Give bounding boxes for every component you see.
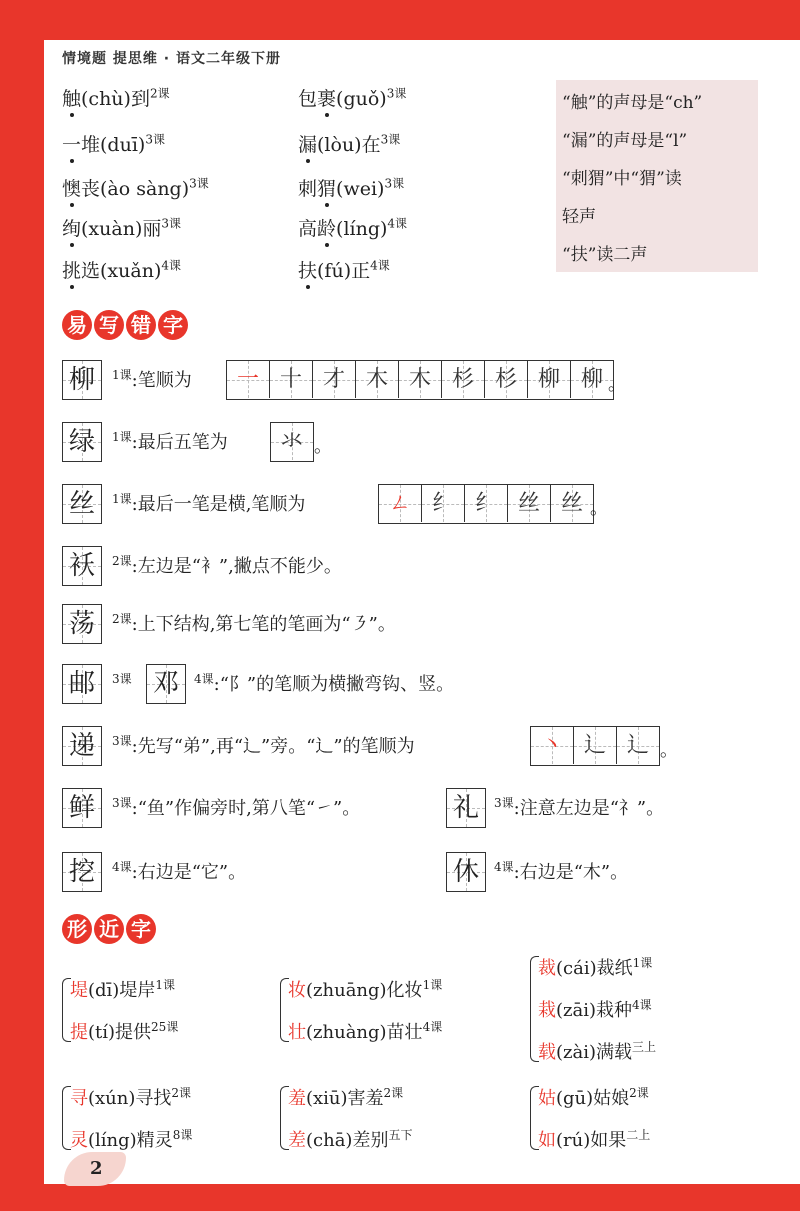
error-line: $^{3课}$:先写“弟”,再“辶”旁。“辶”的笔顺为	[112, 734, 415, 757]
char-box: 礼	[446, 788, 486, 828]
error-line: $^{4课}$:“阝”的笔顺为横撇弯钩、竖。	[194, 672, 455, 695]
char-box: 鲜	[62, 788, 102, 828]
pron-item: 一堆(duī)$^{3课}$	[62, 130, 165, 157]
pron-item: 懊丧(ào sàng)$^{3课}$	[62, 174, 209, 201]
section-title-similar-chars: 形 近 字	[62, 914, 156, 948]
similar-item: 提(tí)提供$^{25课}$	[70, 1020, 179, 1043]
similar-item: 栽(zāi)栽种$^{4课}$	[538, 998, 652, 1021]
section-title-error-prone: 易 写 错 字	[62, 310, 188, 344]
pron-item: 触(chù)到$^{2课}$	[62, 84, 170, 111]
char-box: 挖	[62, 852, 102, 892]
error-line: $^{4课}$:右边是“木”。	[494, 860, 629, 883]
char-box: 休	[446, 852, 486, 892]
char-box: 柳	[62, 360, 102, 400]
similar-item: 裁(cái)裁纸$^{1课}$	[538, 956, 653, 979]
char-box: 邮	[62, 664, 102, 704]
stroke-order-strip: 一 十 才 木 木 杉 杉 柳 柳	[226, 360, 614, 400]
char-box: 荡	[62, 604, 102, 644]
error-line: $^{3课}$:“鱼”作偏旁时,第八笔“㇀”。	[112, 796, 361, 819]
stroke-order-strip: 丶 辶 辶	[530, 726, 660, 766]
char-box: 丝	[62, 484, 102, 524]
period: 。	[314, 436, 332, 457]
error-line: $^{2课}$:上下结构,第七笔的笔画为“㇋”。	[112, 612, 396, 635]
page-number: 2	[64, 1152, 126, 1186]
period: 。	[660, 740, 678, 761]
similar-item: 羞(xiū)害羞$^{2课}$	[288, 1086, 404, 1109]
pron-item: 绚(xuàn)丽$^{3课}$	[62, 214, 181, 241]
char-box: 绿	[62, 422, 102, 462]
lesson-label: 3课	[112, 672, 132, 686]
error-line: $^{3课}$:注意左边是“礻”。	[494, 796, 665, 819]
period: 。	[590, 498, 608, 519]
pron-item: 包裹(guǒ)$^{3课}$	[298, 84, 406, 111]
error-line: $^{1课}$:最后一笔是横,笔顺为	[112, 492, 306, 515]
pron-item: 漏(lòu)在$^{3课}$	[298, 130, 400, 157]
pron-item: 扶(fú)正$^{4课}$	[298, 256, 390, 283]
similar-item: 堤(dī)堤岸$^{1课}$	[70, 978, 175, 1001]
char-box: 递	[62, 726, 102, 766]
similar-item: 载(zài)满载$^{三上}$	[538, 1040, 657, 1063]
error-line: $^{2课}$:左边是“衤”,撇点不能少。	[112, 554, 342, 577]
pron-item: 高龄(líng)$^{4课}$	[298, 214, 407, 241]
similar-item: 寻(xún)寻找$^{2课}$	[70, 1086, 192, 1109]
note-line: “刺猬”中“猬”读	[562, 169, 682, 189]
book-header: 情境题 提思维 · 语文二年级下册	[62, 51, 281, 67]
error-line: $^{1课}$:笔顺为	[112, 368, 192, 391]
stroke-order-strip: ㄥ 纟 纟 丝 丝	[378, 484, 594, 524]
similar-item: 灵(líng)精灵$^{8课}$	[70, 1128, 193, 1151]
stroke-order-strip: 氺	[270, 422, 314, 462]
char-box: 袄	[62, 546, 102, 586]
period: 。	[608, 374, 626, 395]
note-line: “扶”读二声	[562, 245, 648, 265]
note-line: “漏”的声母是“l”	[562, 131, 688, 151]
similar-item: 壮(zhuàng)苗壮$^{4课}$	[288, 1020, 443, 1043]
similar-item: 妆(zhuāng)化妆$^{1课}$	[288, 978, 443, 1001]
similar-item: 姑(gū)姑娘$^{2课}$	[538, 1086, 649, 1109]
note-line: “触”的声母是“ch”	[562, 93, 703, 113]
similar-item: 差(chā)差别$^{五下}$	[288, 1128, 413, 1151]
similar-item: 如(rú)如果$^{二上}$	[538, 1128, 651, 1151]
note-line: 轻声	[562, 207, 596, 227]
pronunciation-notes	[556, 80, 758, 272]
error-line: $^{4课}$:右边是“它”。	[112, 860, 247, 883]
error-line: $^{1课}$:最后五笔为	[112, 430, 228, 453]
pron-item: 刺猬(wei)$^{3课}$	[298, 174, 404, 201]
pron-item: 挑选(xuǎn)$^{4课}$	[62, 256, 181, 283]
char-box: 邓	[146, 664, 186, 704]
